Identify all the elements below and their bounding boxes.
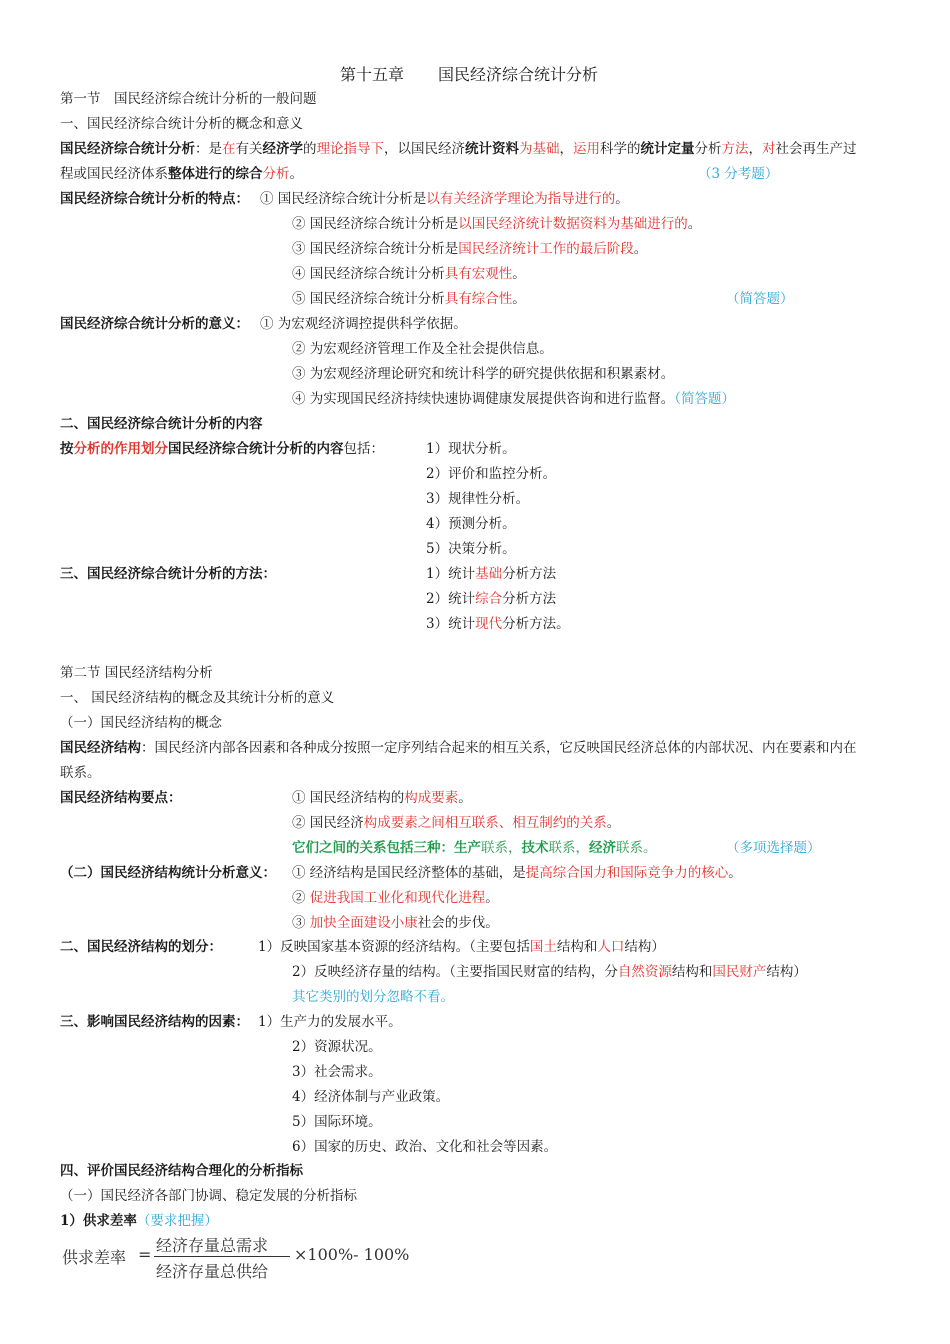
text: 。 bbox=[485, 890, 499, 906]
exam-tag: （3 分考题） bbox=[698, 166, 779, 182]
text: 提高综合国力和国际竞争力的核心 bbox=[525, 865, 729, 881]
text: 。 bbox=[615, 191, 629, 207]
text: 1）统计 bbox=[426, 566, 476, 582]
text: ，以 bbox=[384, 141, 411, 157]
text: 。 bbox=[606, 815, 621, 831]
text: ③ bbox=[292, 915, 310, 931]
formula-rhs: ×100%- 100% bbox=[294, 1245, 410, 1264]
text: ④ 国民经济综合统计分析 bbox=[292, 266, 445, 282]
point-3 bbox=[292, 838, 657, 858]
text: ④ 为实现国民经济持续快速协调健康发展提供咨询和进行监督。 bbox=[292, 391, 675, 407]
content-item: 4）预测分析。 bbox=[426, 516, 516, 532]
text: 统计定量 bbox=[640, 141, 695, 157]
text: 2）反映经济存量的结构。（主要指国民财富的结构，分 bbox=[292, 964, 618, 980]
text: 分析方法 bbox=[502, 591, 557, 607]
text: 方法 bbox=[721, 141, 749, 157]
formula-numerator: 经济存量总需求 bbox=[156, 1236, 269, 1255]
s2-definition-line-2: 联系。 bbox=[60, 765, 101, 781]
feature-1 bbox=[260, 189, 629, 209]
s1-subheading-3: 三、国民经济综合统计分析的方法： bbox=[60, 566, 276, 582]
division-label: 二、国民经济结构的划分： bbox=[60, 939, 222, 955]
text: 经济学 bbox=[262, 141, 303, 157]
text: 国民经济 bbox=[411, 141, 465, 157]
content-item: 1）现状分析。 bbox=[426, 441, 516, 457]
s2-subheading-4a: （一）国民经济各部门协调、稳定发展的分析指标 bbox=[60, 1188, 357, 1204]
features-label: 国民经济综合统计分析的特点： bbox=[60, 191, 249, 207]
significance-3 bbox=[292, 913, 499, 933]
text: ① 经济结构是国民经济整体的基础，是 bbox=[292, 865, 526, 881]
text: 具有综合性 bbox=[444, 291, 513, 307]
text: 基础 bbox=[475, 566, 503, 582]
s1-definition-line-1 bbox=[60, 139, 857, 159]
text: 。 bbox=[512, 291, 526, 307]
text: ：国民经济内部各因素和各种成分按照一定序列结合起来的相互关系，它反映国民经济总体的内部状况、内在要素和内在 bbox=[141, 740, 857, 756]
text: 运用 bbox=[573, 141, 600, 157]
content-item: 5）决策分析。 bbox=[426, 541, 516, 557]
factor-item: 5）国际环境。 bbox=[292, 1114, 382, 1130]
content-item: 2）评价和监控分析。 bbox=[426, 466, 557, 482]
text: 整体进行的综合 bbox=[168, 166, 263, 182]
chapter-title bbox=[340, 64, 598, 86]
method-item bbox=[426, 564, 556, 584]
text: 为基础 bbox=[519, 141, 560, 157]
text: 经济 bbox=[589, 840, 616, 856]
chapter-name: 国民经济综合统计分析 bbox=[438, 65, 599, 84]
text: 。 bbox=[458, 790, 472, 806]
s2-definition-line-1 bbox=[60, 738, 857, 758]
text: 具有宏观性 bbox=[444, 266, 513, 282]
text: 技术 bbox=[521, 840, 549, 856]
text: 。 bbox=[728, 865, 742, 881]
text: 加快全面建设小康 bbox=[309, 915, 418, 931]
factor-item: 4）经济体制与产业政策。 bbox=[292, 1089, 450, 1105]
text: 社会的步伐。 bbox=[417, 915, 499, 931]
s1-subheading-2: 二、国民经济综合统计分析的内容 bbox=[60, 416, 263, 432]
content-label bbox=[60, 439, 384, 459]
text: 3）统计 bbox=[426, 616, 476, 632]
text: 。 bbox=[512, 266, 526, 282]
content-item: 3）规律性分析。 bbox=[426, 491, 530, 507]
supply-demand-formula bbox=[62, 1233, 462, 1281]
text: 结构和 bbox=[556, 939, 598, 955]
meaning-label: 国民经济综合统计分析的意义： bbox=[60, 316, 249, 332]
text: ② bbox=[292, 890, 310, 906]
s2-subheading-1a: （一）国民经济结构的概念 bbox=[60, 715, 222, 731]
text: 联系， bbox=[481, 840, 522, 856]
text: 1）供求差率 bbox=[60, 1213, 137, 1229]
text: 分析方法 bbox=[502, 566, 557, 582]
text: 综合 bbox=[475, 591, 503, 607]
text: 促进我国工业化和现代化进程 bbox=[309, 890, 486, 906]
text: ， bbox=[559, 141, 573, 157]
factor-item: 1）生产力的发展水平。 bbox=[258, 1014, 402, 1030]
text: 联系， bbox=[548, 840, 589, 856]
s1-definition-line-2 bbox=[60, 164, 303, 184]
text: 对 bbox=[762, 141, 776, 157]
text: 构成要素 bbox=[404, 790, 459, 806]
exam-tag: （简答题） bbox=[726, 291, 794, 307]
text: 以有关经济学理论为指导进行的 bbox=[426, 191, 616, 207]
text: 结构） bbox=[766, 964, 807, 980]
text: 分析 bbox=[262, 166, 290, 182]
term: 国民经济综合统计分析 bbox=[60, 141, 195, 157]
factor-item: 3）社会需求。 bbox=[292, 1064, 382, 1080]
text: ② 国民经济综合统计分析是 bbox=[292, 216, 459, 232]
factor-item: 6）国家的历史、政治、文化和社会等因素。 bbox=[292, 1139, 558, 1155]
text: ③ 国民经济综合统计分析是 bbox=[292, 241, 459, 257]
text: 自然资源 bbox=[617, 964, 672, 980]
significance-1 bbox=[292, 863, 742, 883]
method-item bbox=[426, 589, 556, 609]
formula-denominator: 经济存量总供给 bbox=[156, 1262, 269, 1281]
text: 构成要素之间相互联系、相互制约的关系 bbox=[363, 815, 607, 831]
s2-subheading-1: 一、 国民经济结构的概念及其统计分析的意义 bbox=[60, 690, 335, 706]
text: 。 bbox=[289, 166, 303, 182]
text: 按 bbox=[60, 441, 74, 457]
text: 国民经济统计工作的最后阶段 bbox=[458, 241, 634, 257]
section-2-heading: 第二节 国民经济结构分析 bbox=[60, 665, 213, 681]
s2-subheading-4: 四、评价国民经济结构合理化的分析指标 bbox=[60, 1163, 303, 1179]
text: 社会再生产过 bbox=[775, 141, 857, 157]
text: 理论指导下 bbox=[316, 141, 384, 157]
text: 国民财产 bbox=[712, 964, 767, 980]
method-item bbox=[426, 614, 570, 634]
feature-3 bbox=[292, 239, 647, 259]
text: 2）统计 bbox=[426, 591, 476, 607]
feature-5 bbox=[292, 289, 526, 309]
meaning-4 bbox=[292, 389, 735, 409]
text: 联系。 bbox=[616, 840, 657, 856]
exam-tag: （多项选择题） bbox=[726, 840, 821, 856]
text: ， bbox=[748, 141, 762, 157]
text: 以国民经济统计数据资料为基础进行的 bbox=[458, 216, 688, 232]
text: 分析的作用划分 bbox=[73, 441, 168, 457]
section-1-heading: 第一节 国民经济综合统计分析的一般问题 bbox=[60, 91, 317, 107]
division-note: 其它类别的划分忽略不看。 bbox=[292, 989, 454, 1005]
exam-tag: （简答题） bbox=[674, 391, 736, 407]
text: 的 bbox=[303, 141, 317, 157]
meaning-2: ② 为宏观经济管理工作及全社会提供信息。 bbox=[292, 341, 553, 357]
formula-equals: = bbox=[138, 1245, 152, 1264]
text: 分析 bbox=[694, 141, 722, 157]
exam-tag: （要求把握） bbox=[136, 1213, 218, 1229]
division-1 bbox=[258, 937, 665, 957]
text: 它们之间的关系包括三种：生产 bbox=[292, 840, 481, 856]
text: 程或国民经济体系 bbox=[60, 166, 168, 182]
s1-subheading-1: 一、国民经济综合统计分析的概念和意义 bbox=[60, 116, 303, 132]
text: 有关 bbox=[235, 141, 263, 157]
fraction-bar bbox=[154, 1256, 290, 1257]
feature-2 bbox=[292, 214, 701, 234]
factor-item: 2）资源状况。 bbox=[292, 1039, 382, 1055]
text: 科学的 bbox=[600, 141, 641, 157]
indicator-item-1 bbox=[60, 1211, 218, 1231]
text: 统计资料 bbox=[465, 141, 519, 157]
text: 国民经济结构 bbox=[60, 740, 141, 756]
significance-label: （二）国民经济结构统计分析意义： bbox=[60, 865, 276, 881]
meaning-1: ① 为宏观经济调控提供科学依据。 bbox=[260, 316, 467, 332]
division-2 bbox=[292, 962, 807, 982]
factors-label: 三、影响国民经济结构的因素： bbox=[60, 1014, 249, 1030]
text: ① 国民经济综合统计分析是 bbox=[260, 191, 427, 207]
text: 结构和 bbox=[671, 964, 713, 980]
point-2 bbox=[292, 813, 620, 833]
text: 。 bbox=[633, 241, 648, 257]
text: 分析方法。 bbox=[502, 616, 570, 632]
text: 人口 bbox=[597, 939, 625, 955]
significance-2 bbox=[292, 888, 499, 908]
text: ⑤ 国民经济综合统计分析 bbox=[292, 291, 445, 307]
text: 。 bbox=[687, 216, 702, 232]
points-label: 国民经济结构要点： bbox=[60, 790, 182, 806]
text: 国民经济综合统计分析的内容 bbox=[168, 441, 344, 457]
text: ：是 bbox=[195, 141, 222, 157]
feature-4 bbox=[292, 264, 526, 284]
text: 1）反映国家基本资源的经济结构。（主要包括 bbox=[258, 939, 530, 955]
text: 结构） bbox=[624, 939, 665, 955]
text: 现代 bbox=[475, 616, 503, 632]
point-1 bbox=[292, 788, 472, 808]
formula-lhs: 供求差率 bbox=[62, 1248, 127, 1267]
text: ① 国民经济结构的 bbox=[292, 790, 405, 806]
text: 包括： bbox=[343, 441, 384, 457]
chapter-number: 第十五章 bbox=[340, 65, 405, 84]
text: 国土 bbox=[529, 939, 557, 955]
text: 在 bbox=[222, 141, 236, 157]
meaning-3: ③ 为宏观经济理论研究和统计科学的研究提供依据和积累素材。 bbox=[292, 366, 675, 382]
text: ② 国民经济 bbox=[292, 815, 364, 831]
